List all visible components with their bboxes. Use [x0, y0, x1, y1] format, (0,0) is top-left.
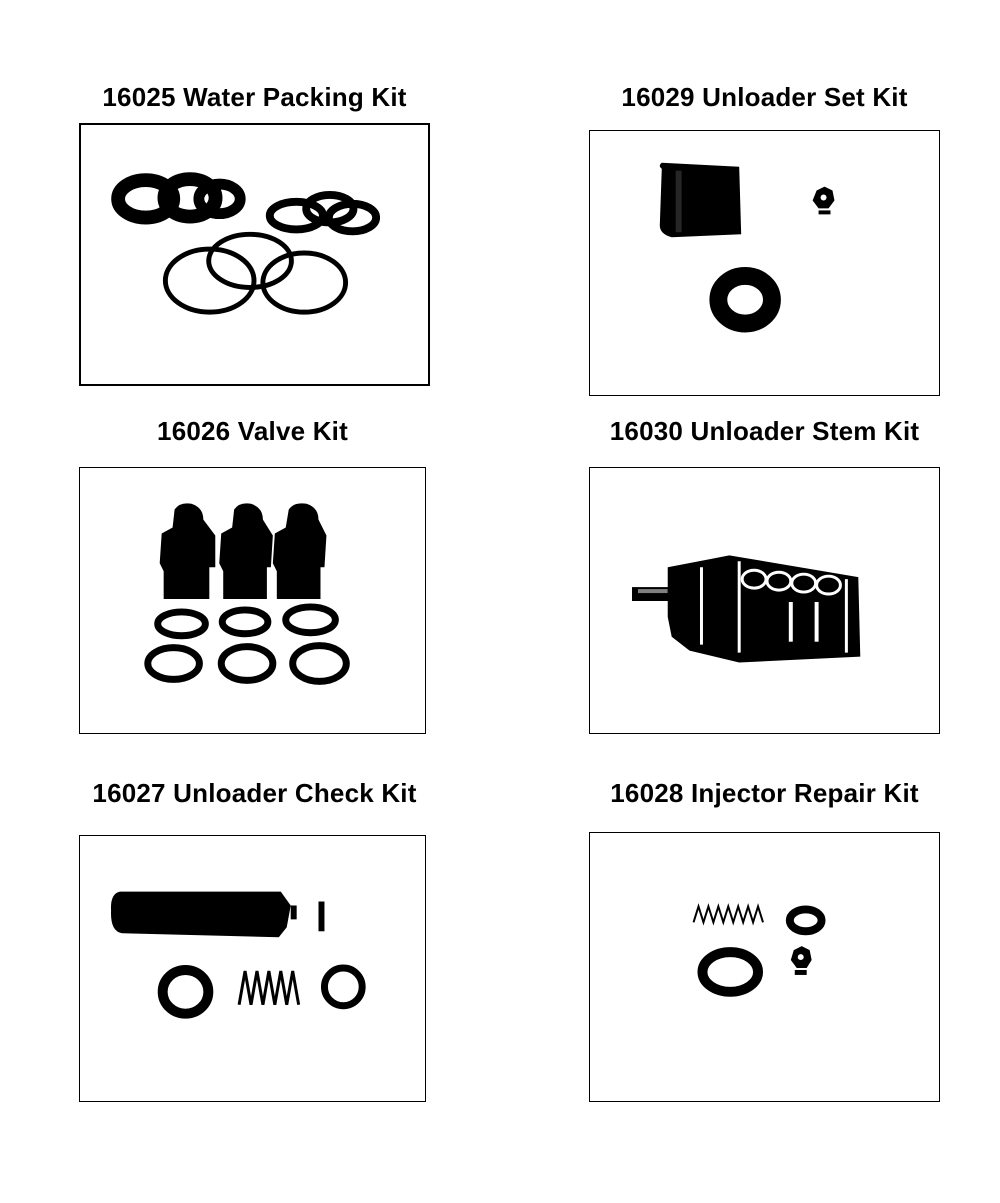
- valve-parts-illustration: [80, 468, 425, 733]
- kit-title-valve: 16026 Valve Kit: [157, 416, 348, 446]
- water-packing-parts-illustration: [81, 125, 428, 384]
- kit-image-injector-repair: [589, 832, 940, 1102]
- unloader-check-parts-illustration: [80, 836, 425, 1101]
- unloader-set-parts-illustration: [590, 131, 939, 395]
- kit-image-water-packing: [79, 123, 430, 386]
- kit-image-unloader-set: [589, 130, 940, 396]
- kit-title-unloader-set: 16029 Unloader Set Kit: [621, 82, 908, 112]
- kit-title-unloader-check: 16027 Unloader Check Kit: [92, 778, 417, 808]
- injector-repair-parts-illustration: [590, 833, 939, 1101]
- kit-image-unloader-stem: [589, 467, 940, 734]
- kit-image-valve: [79, 467, 426, 734]
- kit-title-water-packing: 16025 Water Packing Kit: [102, 82, 407, 112]
- kit-image-unloader-check: [79, 835, 426, 1102]
- unloader-stem-parts-illustration: [590, 468, 939, 733]
- kit-title-injector-repair: 16028 Injector Repair Kit: [610, 778, 919, 808]
- kit-title-unloader-stem: 16030 Unloader Stem Kit: [609, 416, 920, 446]
